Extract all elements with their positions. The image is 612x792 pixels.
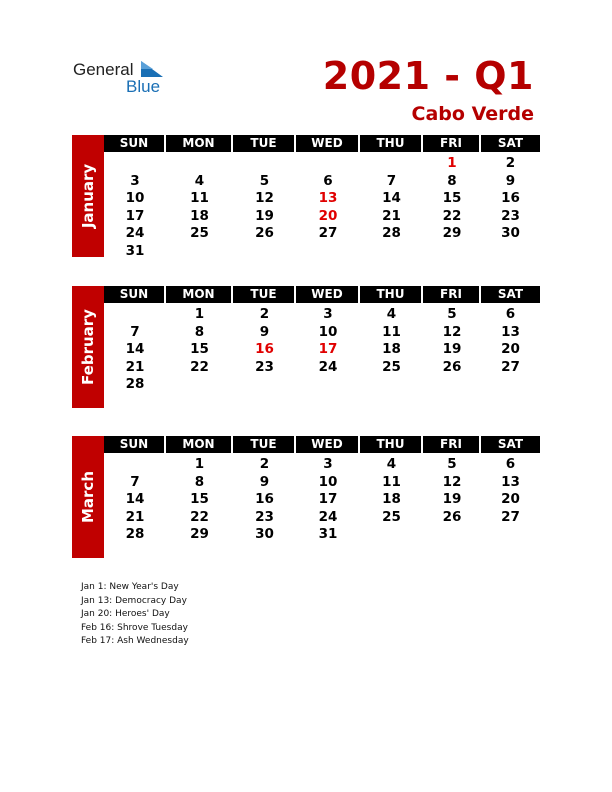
day-cell: 30 <box>501 225 520 241</box>
week-row <box>104 455 540 473</box>
empty-day-cell <box>481 242 540 260</box>
day-cell: 10 <box>318 473 338 490</box>
weekday-label: FRI <box>423 436 481 453</box>
week-row <box>104 154 540 172</box>
day-cell: 9 <box>505 172 516 189</box>
weekday-label: THU <box>360 135 423 152</box>
empty-day-cell <box>166 154 233 172</box>
weekday-label: FRI <box>423 135 481 152</box>
day-cell: 6 <box>323 172 333 189</box>
weekday-label: FRI <box>423 286 481 303</box>
empty-day-cell <box>104 455 166 473</box>
week-row <box>104 305 540 323</box>
day-cell: 10 <box>318 323 338 340</box>
day-cell: 9 <box>259 323 270 340</box>
day-cell: 19 <box>255 207 274 224</box>
empty-day-cell <box>296 375 360 393</box>
week-row <box>104 242 540 260</box>
day-cell: 29 <box>442 225 462 241</box>
empty-day-cell <box>166 242 233 260</box>
weekday-label: THU <box>360 286 423 303</box>
empty-day-cell <box>296 154 360 172</box>
week-row <box>104 508 540 526</box>
day-cell: 2 <box>259 456 270 472</box>
month-label: January <box>79 163 97 229</box>
holiday-list <box>81 581 189 649</box>
day-cell: 4 <box>386 306 397 322</box>
day-cell: 26 <box>442 508 462 525</box>
weekday-header <box>104 436 540 453</box>
week-row <box>104 189 540 207</box>
weekday-header <box>104 135 540 152</box>
month-label: February <box>79 309 97 385</box>
day-cell: 11 <box>190 190 209 206</box>
holiday-item: Feb 16: Shrove Tuesday <box>81 622 188 633</box>
day-cell: 8 <box>447 172 457 189</box>
weekday-header <box>104 286 540 303</box>
day-cell: 11 <box>382 323 401 340</box>
day-cell: 20 <box>318 207 338 224</box>
day-cell: 1 <box>447 155 457 171</box>
logo-word-general: General <box>73 60 134 79</box>
week-row <box>104 375 540 393</box>
day-cell: 27 <box>501 508 520 525</box>
day-cell: 8 <box>194 323 205 340</box>
day-cell: 5 <box>447 306 457 322</box>
weekday-label: THU <box>360 436 423 453</box>
day-cell: 25 <box>382 358 401 375</box>
month-tab <box>72 286 104 408</box>
week-row <box>104 473 540 491</box>
day-cell: 22 <box>442 207 462 224</box>
holiday-item: Jan 1: New Year's Day <box>81 582 179 592</box>
holiday-item: Jan 20: Heroes' Day <box>81 609 170 619</box>
day-cell: 4 <box>386 456 397 472</box>
day-cell: 15 <box>442 190 462 206</box>
week-row <box>104 358 540 376</box>
day-cell: 12 <box>442 473 462 490</box>
day-cell: 26 <box>255 225 274 241</box>
day-cell: 19 <box>442 491 462 507</box>
day-cell: 1 <box>194 306 205 322</box>
day-cell: 21 <box>382 207 401 224</box>
weekday-label: SUN <box>104 286 166 303</box>
empty-day-cell <box>423 525 481 543</box>
day-cell: 12 <box>255 190 274 206</box>
weekday-label: TUE <box>233 286 296 303</box>
day-cell: 8 <box>194 473 205 490</box>
day-cell: 20 <box>501 491 520 507</box>
empty-day-cell <box>423 242 481 260</box>
weekday-label: MON <box>166 436 233 453</box>
day-cell: 18 <box>190 207 209 224</box>
day-cell: 21 <box>125 358 145 375</box>
day-cell: 15 <box>190 491 209 507</box>
empty-day-cell <box>233 375 296 393</box>
weekday-label: SAT <box>497 287 524 301</box>
empty-day-cell <box>296 242 360 260</box>
week-row <box>104 340 540 358</box>
day-cell: 18 <box>382 341 401 357</box>
month-tab <box>72 135 104 257</box>
day-cell: 3 <box>323 306 333 322</box>
day-cell: 26 <box>442 358 462 375</box>
holiday-item: Feb 17: Ash Wednesday <box>81 636 189 646</box>
day-cell: 25 <box>190 225 209 241</box>
day-cell: 18 <box>382 491 401 507</box>
day-cell: 25 <box>382 508 401 525</box>
empty-day-cell <box>104 154 166 172</box>
empty-day-cell <box>104 305 166 323</box>
week-row <box>104 323 540 341</box>
week-row <box>104 490 540 508</box>
day-cell: 21 <box>125 508 145 525</box>
day-cell: 3 <box>323 456 333 472</box>
page-title: 2021 - Q1 <box>322 54 534 98</box>
day-cell: 27 <box>318 225 338 241</box>
day-cell: 11 <box>382 473 401 490</box>
day-cell: 15 <box>190 341 209 357</box>
weekday-label: SAT <box>497 136 524 150</box>
weekday-label: SUN <box>104 135 166 152</box>
weekday-label: TUE <box>233 436 296 453</box>
weekday-label: TUE <box>233 135 296 152</box>
day-cell: 5 <box>447 456 457 472</box>
day-cell: 7 <box>386 172 397 189</box>
month-label: March <box>79 470 97 524</box>
empty-day-cell <box>166 375 233 393</box>
empty-day-cell <box>233 242 296 260</box>
day-cell: 10 <box>125 190 145 206</box>
weekday-label: SUN <box>104 436 166 453</box>
day-cell: 2 <box>505 155 516 171</box>
weekday-label: WED <box>296 436 360 453</box>
day-cell: 28 <box>125 376 145 392</box>
day-cell: 1 <box>194 456 205 472</box>
empty-day-cell <box>360 154 423 172</box>
logo-word-blue: Blue <box>126 77 161 96</box>
logo <box>73 60 173 96</box>
empty-day-cell <box>360 375 423 393</box>
day-cell: 22 <box>190 508 209 525</box>
day-cell: 31 <box>125 242 145 259</box>
day-cell: 27 <box>501 358 520 375</box>
day-cell: 24 <box>318 508 338 525</box>
day-cell: 14 <box>125 491 145 507</box>
week-row <box>104 207 540 225</box>
day-cell: 14 <box>382 190 401 206</box>
empty-day-cell <box>360 525 423 543</box>
day-cell: 9 <box>259 473 270 490</box>
empty-day-cell <box>233 154 296 172</box>
day-cell: 29 <box>190 526 209 542</box>
day-cell: 30 <box>255 526 274 542</box>
day-cell: 4 <box>194 172 205 189</box>
day-cell: 6 <box>505 306 516 322</box>
day-cell: 17 <box>125 207 145 224</box>
weekday-label: SAT <box>497 437 524 451</box>
country-name: Cabo Verde <box>411 103 534 125</box>
day-cell: 23 <box>255 508 274 525</box>
day-cell: 20 <box>501 341 520 357</box>
empty-day-cell <box>481 375 540 393</box>
day-cell: 23 <box>255 358 274 375</box>
weekday-label: MON <box>166 135 233 152</box>
day-cell: 14 <box>125 341 145 357</box>
day-cell: 2 <box>259 306 270 322</box>
day-cell: 6 <box>505 456 516 472</box>
day-cell: 19 <box>442 341 462 357</box>
day-cell: 16 <box>255 491 274 507</box>
day-cell: 5 <box>259 172 270 189</box>
day-cell: 23 <box>501 207 520 224</box>
weekday-label: WED <box>296 286 360 303</box>
week-row <box>104 224 540 242</box>
day-cell: 16 <box>501 190 520 206</box>
day-cell: 22 <box>190 358 209 375</box>
day-cell: 13 <box>318 190 338 206</box>
week-row <box>104 172 540 190</box>
day-cell: 7 <box>130 323 140 340</box>
day-cell: 24 <box>318 358 338 375</box>
holiday-item: Jan 13: Democracy Day <box>81 595 187 606</box>
empty-day-cell <box>481 525 540 543</box>
weekday-label: WED <box>296 135 360 152</box>
day-cell: 24 <box>125 225 145 241</box>
day-cell: 7 <box>130 473 140 490</box>
day-cell: 28 <box>382 225 401 241</box>
week-row <box>104 525 540 543</box>
day-cell: 13 <box>501 323 520 340</box>
day-cell: 12 <box>442 323 462 340</box>
day-cell: 31 <box>318 526 338 542</box>
day-cell: 17 <box>318 491 338 507</box>
day-cell: 13 <box>501 473 520 490</box>
empty-day-cell <box>360 242 423 260</box>
empty-day-cell <box>423 375 481 393</box>
day-cell: 17 <box>318 341 338 357</box>
day-cell: 28 <box>125 526 145 542</box>
day-cell: 16 <box>255 341 274 357</box>
weekday-label: MON <box>166 286 233 303</box>
month-tab <box>72 436 104 558</box>
logo-triangle-icon <box>141 61 163 77</box>
day-cell: 3 <box>130 172 140 189</box>
